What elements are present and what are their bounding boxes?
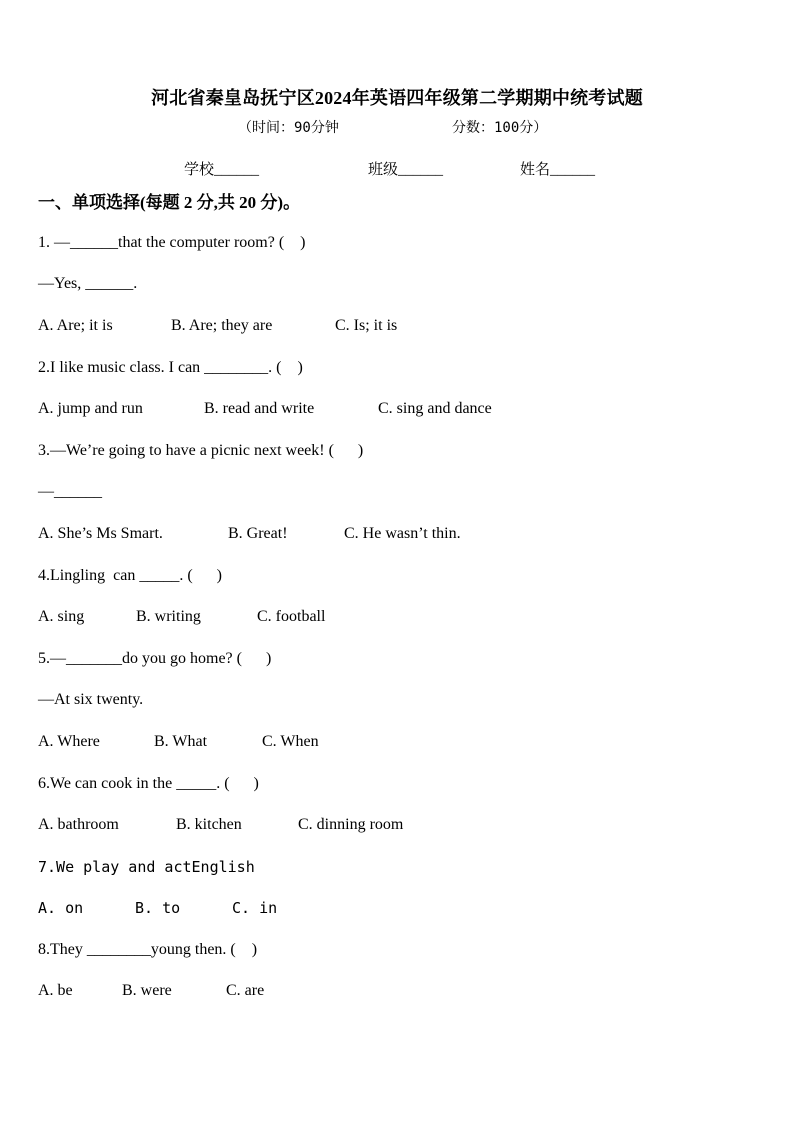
question-8-option-a: A. be [38, 982, 73, 999]
question-7-option-a: A. on [38, 899, 84, 917]
question-8-option-c: C. are [226, 982, 265, 999]
question-5-reply: —At six twenty. [38, 691, 144, 708]
question-1-option-a: A. Are; it is [38, 317, 113, 334]
exam-time: （时间：90分钟 [238, 120, 339, 136]
question-3-option-a: A. She’s Ms Smart. [38, 525, 163, 542]
question-2-option-c: C. sing and dance [378, 400, 492, 417]
question-4-option-a: A. sing [38, 608, 85, 625]
school-field: 学校______ [184, 162, 260, 178]
question-2-stem: 2.I like music class. I can ________. ( ) [38, 359, 303, 376]
question-1-option-c: C. Is; it is [335, 317, 398, 334]
question-5-option-b: B. What [154, 733, 208, 750]
question-7-option-c: C. in [232, 899, 278, 917]
class-field: 班级______ [368, 162, 444, 178]
question-1-stem: 1. —______that the computer room? ( ) [38, 234, 306, 251]
question-6-option-b: B. kitchen [176, 816, 242, 833]
question-7-option-b: B. to [135, 899, 181, 917]
question-2-option-b: B. read and write [204, 400, 315, 417]
question-4-stem: 4.Lingling can _____. ( ) [38, 567, 222, 584]
question-4-option-c: C. football [257, 608, 326, 625]
question-1-reply: —Yes, ______. [38, 275, 138, 292]
question-2-option-a: A. jump and run [38, 400, 143, 417]
exam-score: 分数：100分） [452, 120, 548, 136]
question-3-stem: 3.—We’re going to have a picnic next week! ( ) [38, 442, 364, 459]
section-heading: 一、单项选择(每题 2 分,共 20 分)。 [38, 193, 301, 212]
question-5-option-a: A. Where [38, 733, 100, 750]
question-6-option-c: C. dinning room [298, 816, 404, 833]
question-4-option-b: B. writing [136, 608, 201, 625]
question-3-option-c: C. He wasn’t thin. [344, 525, 461, 542]
question-5-option-c: C. When [262, 733, 319, 750]
question-8-stem: 8.They ________young then. ( ) [38, 941, 258, 958]
question-1-option-b: B. Are; they are [171, 317, 273, 334]
question-8-option-b: B. were [122, 982, 172, 999]
name-field: 姓名______ [520, 162, 596, 178]
question-6-option-a: A. bathroom [38, 816, 119, 833]
question-3-reply: —______ [38, 483, 102, 500]
exam-title: 河北省秦皇岛抚宁区2024年英语四年级第二学期期中统考试题 [151, 88, 643, 108]
question-7-stem: 7.We play and actEnglish [38, 858, 255, 876]
question-5-stem: 5.—_______do you go home? ( ) [38, 650, 272, 667]
question-3-option-b: B. Great! [228, 525, 288, 542]
question-6-stem: 6.We can cook in the _____. ( ) [38, 775, 259, 792]
